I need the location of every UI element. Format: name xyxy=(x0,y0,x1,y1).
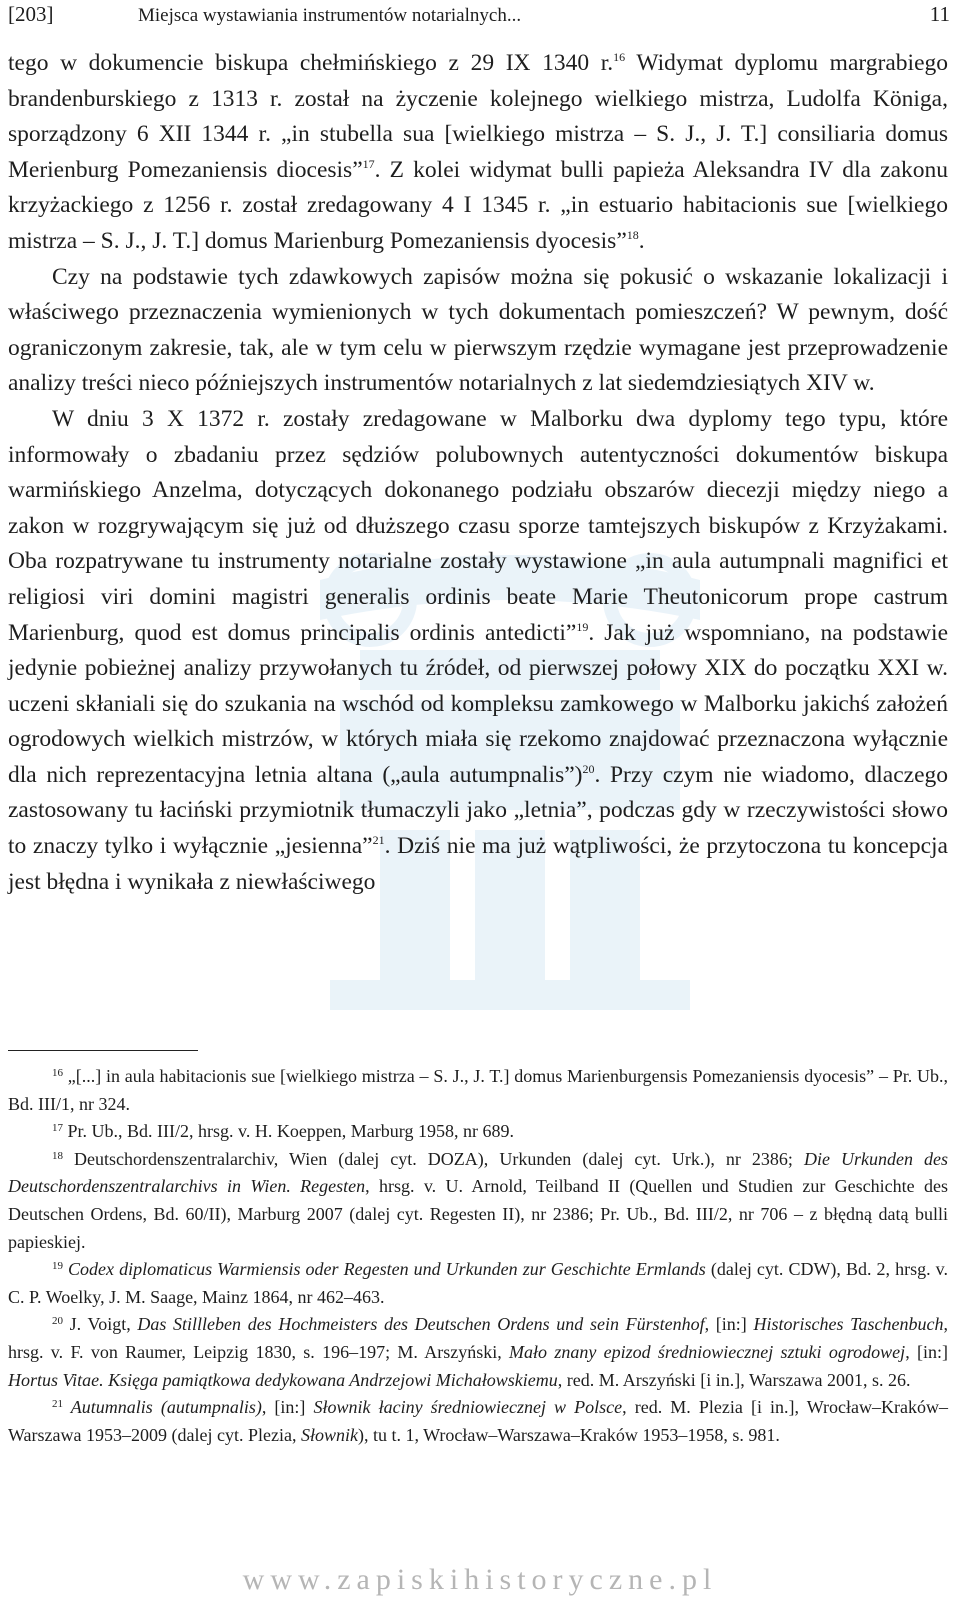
paragraph-2: Czy na podstawie tych zdawkowych zapisów można się pokusić o wskazanie lokalizacji i właściwego przeznaczenia wymienionych w tych dokumentach pomieszczeń? W pewnym, dość ograniczonym zakresie, tak, ale w tym celu w pierwszym rzędzie wymagane jest przeprowadzenie analizy treści nieco późniejszych instrumentów notarialnych z lat siedemdziesiątych XIV w. xyxy=(8,263,948,397)
footnote-ref-17: 17 xyxy=(362,156,375,171)
footnote-ref-21: 21 xyxy=(372,833,385,848)
footnote-20: $^{20}$ J. Voigt, Das Stillleben des Hochmeisters des Deutschen Ordens und sein Fürstenhof, [in:] Historisches Taschenbuch, hrsg. v. F. von Raumer, Leipzig 1830, s. 196–197; M. Arszyński, Mało znany epizod średniowiecznej sztuki ogrodowej, [in:] Hortus Vitae. Księga pamiątkowa dedykowana Andrzejowi Michałowskiemu, red. M. Arszyński [i in.], Warszawa 2001, s. 26. xyxy=(8,1314,948,1390)
footer-url: www.zapiskihistoryczne.pl xyxy=(242,1563,718,1596)
running-title: Miejsca wystawiania instrumentów notarialnych... xyxy=(138,5,522,26)
footnote-17: $^{17}$ Pr. Ub., Bd. III/2, hrsg. v. H. Koeppen, Marburg 1958, nr 689. xyxy=(52,1121,514,1142)
page-number: 11 xyxy=(929,2,950,26)
page-tag: [203] xyxy=(8,2,54,26)
footnote-19: $^{19}$ Codex diplomaticus Warmiensis oder Regesten und Urkunden zur Geschichte Ermlands (dalej cyt. CDW), Bd. 2, hrsg. v. C. P. Woelky, J. M. Saage, Mainz 1864, nr 462–463. xyxy=(8,1259,948,1307)
paragraph-3: W dniu 3 X 1372 r. zostały zredagowane w Malborku dwa dyplomy tego typu, które informowały o zbadaniu przez sędziów polubownych autentyczności dokumentów biskupa warmińskiego Anzelma, dotyczących dokonanego podziału obszarów diecezji między niego a zakon w rozgrywającym się już od dłuższego czasu sporze tamtejszych biskupów z Krzyżakami. Oba rozpatrywane tu instrumenty notarialne zostały wystawione „in aula autumpnali magnifici et religiosi viri domini magistri generalis ordinis beate Marie Theutonicorum prope castrum Marienburg, quod est domus principalis ordinis antedicti”$^{19}$. Jak już wspomniano, na podstawie jedynie pobieżnej analizy przywołanych tu źródeł, od pierwszej połowy XIX do początku XXI w. uczeni skłaniali się do szukania na wschód od kompleksu zamkowego w Malborku jakichś założeń ogrodowych wielkich mistrzów, w których miała się rzekomo znajdować przeznaczona wyłącznie dla nich reprezentacyjna letnia altana („aula autumpnalis”)$^{20}$. Przy czym nie wiadomo, dlaczego zastosowany tu łaciński przymiotnik tłumaczyli jako „letnia”, podczas gdy w rzeczywistości słowo to znaczy tylko i wyłącznie „jesienna”$^{21}$. Dziś nie ma już wątpliwości, że przytoczona tu koncepcja jest błędna i wynikała z niewłaściwego xyxy=(8,405,949,895)
footnotes xyxy=(8,1063,948,1449)
footnote-divider xyxy=(8,1050,198,1051)
footnote-ref-16: 16 xyxy=(613,50,626,64)
footnote-16: $^{16}$ „[...] in aula habitacionis sue [wielkiego mistrza – S. J., J. T.] domus Marienburgensis Pomezaniensis dyocesis” – Pr. Ub., Bd. III/1, nr 324. xyxy=(8,1066,948,1114)
footnote-18: $^{18}$ Deutschordenszentralarchiv, Wien (dalej cyt. DOZA), Urkunden (dalej cyt. Urk.), nr 2386; Die Urkunden des Deutschordenszentralarchivs in Wien. Regesten, hrsg. v. U. Arnold, Teilband II (Quellen und Studien zur Geschichte des Deutschen Ordens, Bd. 60/II), Marburg 2007 (dalej cyt. Regesten II), nr 2386; Pr. Ub., Bd. III/2, nr 706 – z błędną datą bulli papieskiej. xyxy=(8,1148,949,1252)
main-text xyxy=(8,46,948,900)
running-header xyxy=(8,2,950,32)
footnote-21: $^{21}$ Autumnalis (autumpnalis), [in:] Słownik łaciny średniowiecznej w Polsce, red. M. Plezia [i in.], Wrocław–Kraków–Warszawa 1953–2009 (dalej cyt. Plezia, Słownik), tu t. 1, Wrocław–Warszawa–Kraków 1953–1958, s. 981. xyxy=(8,1397,949,1445)
footnote-ref-18: 18 xyxy=(626,227,639,242)
paragraph-1: tego w dokumencie biskupa chełmińskiego z 29 IX 1340 r.$^{16}$ Widymat dyplomu margrabiego brandenburskiego z 1313 r. został na życzenie kolejnego wielkiego mistrza, Ludolfa Königa, sporządzony 6 XII 1344 r. „in stubella sua [wielkiego mistrza – S. J., J. T.] consiliaria domus Merienburg Pomezaniensis diocesis”$^{17}$. Z kolei widymat bulli papieża Aleksandra IV dla zakonu krzyżackiego z 1256 r. został zredagowany 4 I 1345 r. „in estuario habitacionis sue [wielkiego mistrza – S. J., J. T.] domus Marienburg Pomezaniensis dyocesis”$^{18}$. xyxy=(8,50,949,254)
footnote-ref-19: 19 xyxy=(576,619,589,634)
footnote-ref-20: 20 xyxy=(582,761,595,776)
